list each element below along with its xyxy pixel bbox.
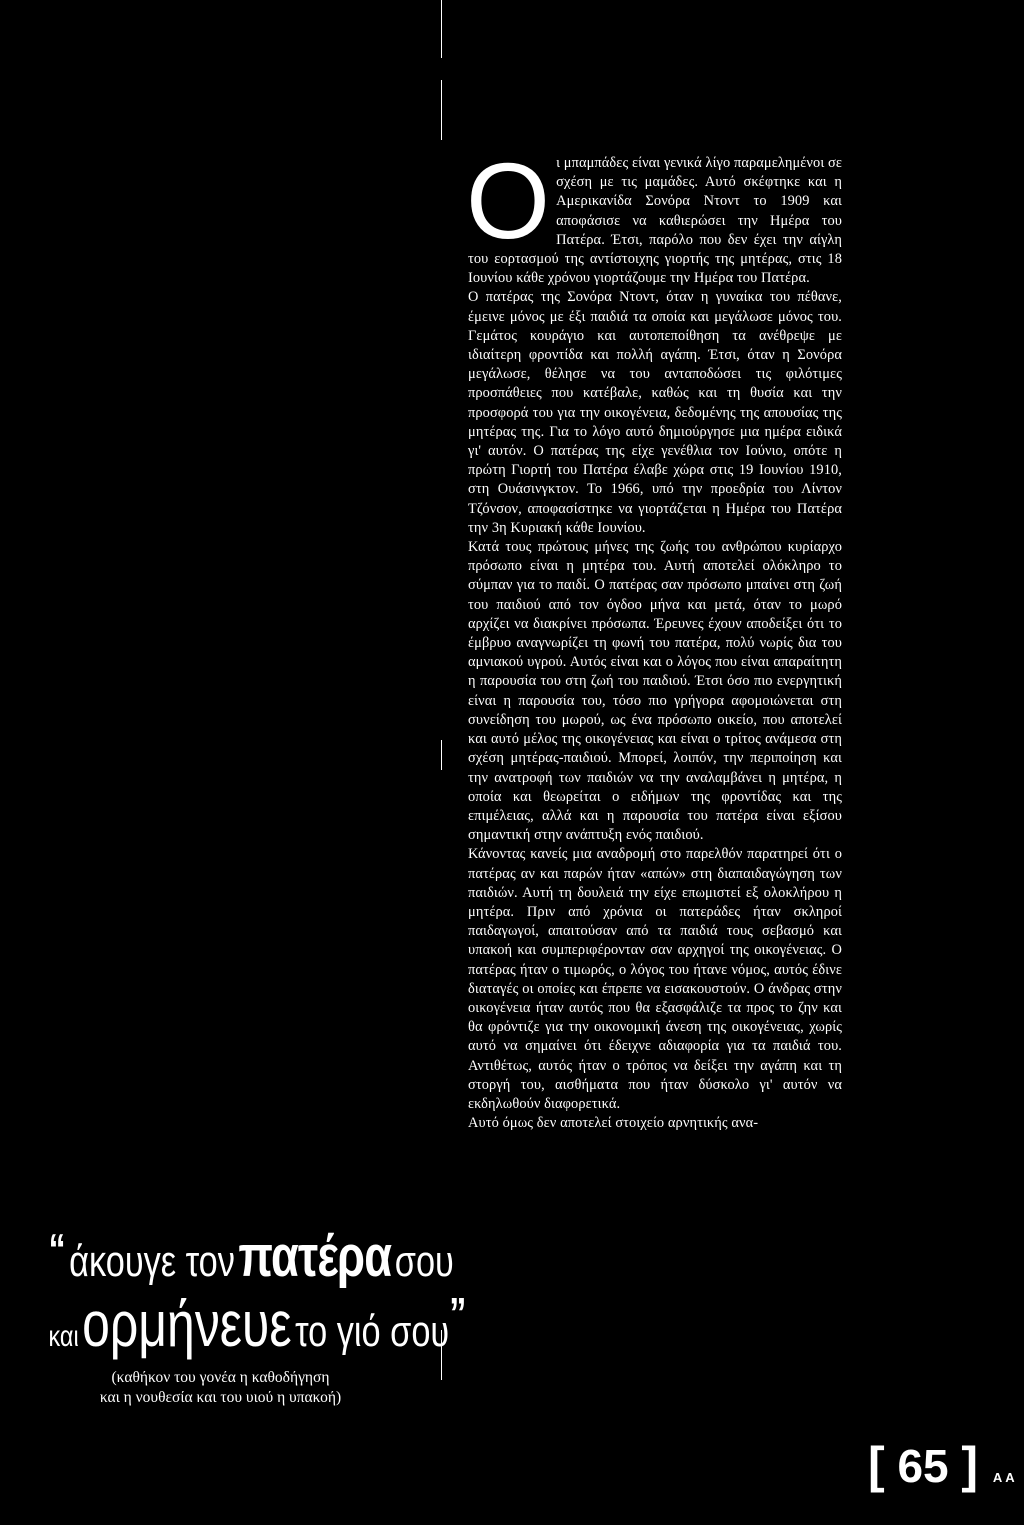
article-paragraph: Κάνοντας κανείς μια αναδρομή στο παρελθόν παρατηρεί ότι ο πατέρας αν και παρών ήταν «απών» στη διαπαιδαγώγηση των παιδιών. Αυτή τη δουλειά την είχε επωμιστεί εξ ολοκλήρου η μητέρα. Πριν από χρόνια οι πατεράδες ήταν σκληροί παιδαγωγοί, απαιτούσαν από τα παιδιά τους σεβασμό και υπακοή και συμπεριφέρονταν σαν αρχηγοί της οικογένειας. Ο πατέρας ήταν ο τιμωρός, ο λόγος του ήτανε νόμος, αυτός έδινε διαταγές οι οποίες και έπρεπε να εισακουστούν. Ο άνδρας στην οικογένεια ήταν αυτός που θα εξασφάλιζε τα προς το ζην και θα φρόντιζε για την οικονομική άνεση της οικογένειας, χωρίς αυτό να σημαίνει ότι έδειχνε αδιαφορία για τα παιδιά του. Αντιθέτως, αυτός ήταν ο τρόπος να δείξει την αγάπη και τη στοργή του, αισθήματα που ήταν δύσκολο γι' αυτόν να εκδηλωθούν διαφορετικά.: [468, 846, 842, 1112]
magazine-initials: ΑΑ: [992, 1470, 1018, 1485]
article-paragraph: Αυτό όμως δεν αποτελεί στοιχείο αρνητικής ανα-: [468, 1115, 759, 1132]
quote-text-2a: και: [48, 1320, 79, 1353]
page-number: [868, 1437, 1018, 1493]
quote-text-2b: ορμήνευε: [82, 1288, 292, 1360]
page-number-close-bracket: ]: [961, 1437, 979, 1493]
pull-quote-subtitle: [0, 1368, 441, 1408]
quote-text-1a: άκουγε τον: [69, 1237, 235, 1286]
article-column: [466, 140, 842, 1133]
close-quote-mark: ”: [449, 1289, 467, 1338]
quote-text-1b: πατέρα: [238, 1224, 392, 1289]
drop-cap: Ο: [466, 140, 551, 261]
quote-subtitle-line-2: και η νουθεσία και του υιού η υπακοή): [99, 1389, 342, 1406]
article-paragraph: ι μπαμπάδες είναι γενικά λίγο παραμελημένοι σε σχέση με τις μαμάδες. Αυτό σκέφτηκε και η Αμερικανίδα Σονόρα Ντοντ το 1909 και αποφάσισε να καθιερώσει την Ημέρα του Πατέρα. Έτσι, παρόλο που δεν έχει την αίγλη του εορτασμού της αντίστοιχης γιορτής της μητέρας, στις 18 Ιουνίου κάθε χρόνου γιορτάζουμε την Ημέρα του Πατέρα.: [468, 155, 842, 287]
column-divider-low: [441, 740, 442, 770]
article-paragraph: Κατά τους πρώτους μήνες της ζωής του ανθρώπου κυρίαρχο πρόσωπο είναι η μητέρα του. Αυτή αποτελεί ολόκληρο το σύμπαν για το παιδί. Ο πατέρας σαν πρόσωπο μπαίνει στη ζωή του παιδιού από τον όγδοο μήνα και μετά, όταν το μωρό αρχίζει να διακρίνει πρόσωπα. Έρευνες έχουν αποδείξει ότι το έμβρυο αναγνωρίζει τη φωνή του πατέρα, πολύ νωρίς δια του αμνιακού υγρού. Αυτός είναι και ο λόγος που είναι απαραίτητη η παρουσία του στη ζωή του παιδιού. Έτσι όσο πιο ενεργητική είναι η παρουσία του, τόσο πιο γρήγορα αφομοιώνεται στη συνείδηση του μωρού, ως ένα πρόσωπο οικείο, που αποτελεί και αυτό μέλος της οικογένειας και είναι ο τρίτος ανάμεσα στη σχέση μητέρας-παιδιού. Μπορεί, λοιπόν, την περιποίηση και την ανατροφή των παιδιών να την αναλαμβάνει η μητέρα, η οποία και θεωρείται ο ειδήμων της φροντίδας και της επιμέλειας, αλλά και η παρουσία του πατέρα είναι εξίσου σημαντική στην ανάπτυξη ενός παιδιού.: [468, 539, 842, 844]
pull-quote: [0, 1224, 467, 1408]
pull-quote-line-1: [48, 1224, 454, 1289]
article-paragraph: Ο πατέρας της Σονόρα Ντοντ, όταν η γυναίκα του πέθανε, έμεινε μόνος με έξι παιδιά τα οποία και μεγάλωσε μόνος του. Γεμάτος κουράγιο και αυτοπεποίθηση τα ανέθρεψε με ιδιαίτερη φροντίδα και πολλή αγάπη. Έτσι, όταν η Σονόρα μεγάλωσε, θέλησε να του ανταποδώσει τις φιλότιμες προσπάθειες που κατέβαλε, καθώς και τη θυσία και την προσφορά του για την οικογένεια, δεδομένης της απουσίας της μητέρας της. Για το λόγο αυτό δημιούργησε μια ημέρα ειδικά γι' αυτόν. Ο πατέρας της είχε γενέθλια τον Ιούνιο, οπότε η πρώτη Γιορτή του Πατέρα έλαβε χώρα στις 19 Ιουνίου 1910, στη Ουάσινγκτον. Το 1966, υπό την προεδρία του Λίντον Τζόνσον, αποφασίστηκε να γιορτάζεται η Ημέρα του Πατέρα την 3η Κυριακή κάθε Ιουνίου.: [468, 289, 842, 536]
column-divider-mid: [441, 80, 442, 140]
page-number-open-bracket: [: [868, 1437, 885, 1493]
page-number-value: 65: [897, 1440, 949, 1492]
quote-text-2c: το γιό σου: [295, 1307, 450, 1356]
column-divider-top: [441, 0, 442, 58]
quote-text-1c: σου: [394, 1237, 454, 1286]
open-quote-mark: “: [48, 1225, 66, 1274]
pull-quote-line-2: [48, 1288, 467, 1360]
quote-subtitle-line-1: (καθήκον του γονέα η καθοδήγηση: [111, 1369, 330, 1386]
